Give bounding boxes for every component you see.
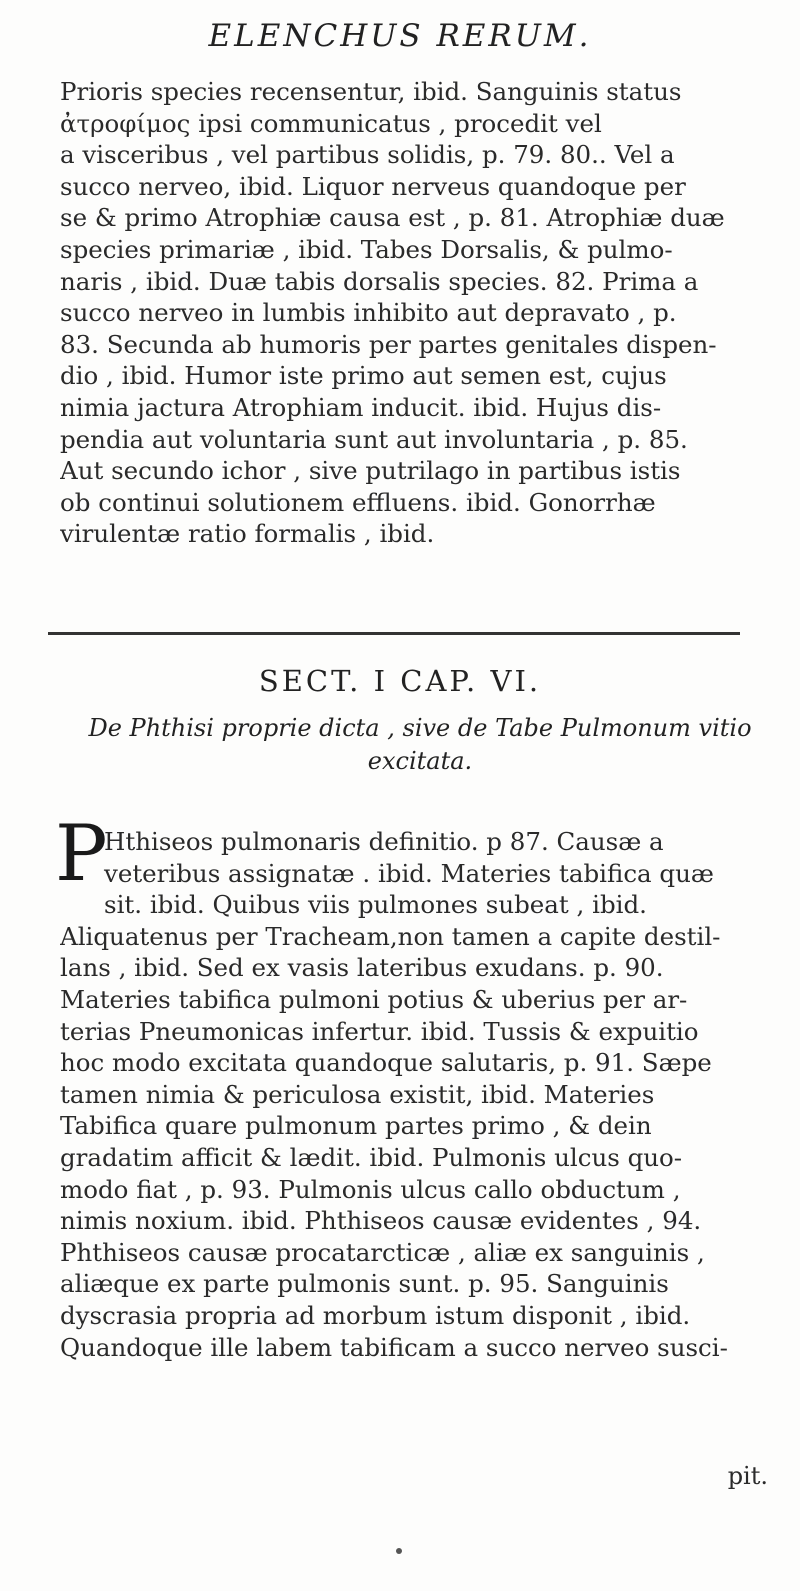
chapter-title-line: excitata. [367, 747, 473, 775]
catchword: pit. [727, 1462, 768, 1490]
text-line: Hthiseos pulmonaris definitio. p 87. Causæ a [104, 827, 664, 856]
text-line: modo fiat , p. 93. Pulmonis ulcus callo obductum , [60, 1174, 681, 1204]
text-line: Prioris species recensentur, ibid. Sanguinis status [60, 77, 682, 106]
text-line: dyscrasia propria ad morbum istum disponit , ibid. [60, 1300, 691, 1330]
text-line: dio , ibid. Humor iste primo aut semen est, cujus [60, 361, 667, 391]
text-line: terias Pneumonicas infertur. ibid. Tussis & expuitio [60, 1016, 699, 1046]
text-line: Aut secundo ichor , sive putrilago in partibus istis [60, 456, 681, 486]
text-line: gradatim afficit & lædit. ibid. Pulmonis ulcus quo- [60, 1142, 683, 1172]
text-line: lans , ibid. Sed ex vasis lateribus exudans. p. 90. [60, 953, 664, 983]
text-line: virulentæ ratio formalis , ibid. [60, 519, 435, 549]
text-line: ἀτροφίμος ipsi communicatus , procedit vel [60, 108, 602, 138]
section-divider [48, 632, 740, 635]
text-line: sit. ibid. Quibus viis pulmones subeat , ibid. [104, 890, 647, 920]
text-line: naris , ibid. Duæ tabis dorsalis species. 82. Prima a [60, 266, 699, 296]
text-line: 83. Secunda ab humoris per partes genitales dispen- [60, 329, 717, 359]
text-line: se & primo Atrophiæ causa est , p. 81. Atrophiæ duæ [60, 203, 725, 233]
running-head: ELENCHUS RERUM. [208, 18, 592, 54]
ink-speck [396, 1548, 402, 1554]
text-line: nimia jactura Atrophiam inducit. ibid. Hujus dis- [60, 392, 662, 422]
drop-cap: P [55, 809, 108, 899]
text-line: ob continui solutionem effluens. ibid. Gonorrhæ [60, 487, 656, 517]
text-line: aliæque ex parte pulmonis sunt. p. 95. Sanguinis [60, 1269, 669, 1299]
text-line: tamen nimia & periculosa existit, ibid. Materies [60, 1079, 655, 1109]
text-line: nimis noxium. ibid. Phthiseos causæ evidentes , 94. [60, 1206, 702, 1236]
text-line: Tabifica quare pulmonum partes primo , & dein [60, 1111, 652, 1141]
text-line: succo nerveo, ibid. Liquor nerveus quandoque per [60, 171, 686, 201]
chapter-title-line: De Phthisi proprie dicta , sive de Tabe Pulmonum vitio [88, 714, 752, 742]
index-paragraph-2 [60, 826, 780, 1363]
text-line: veteribus assignatæ . ibid. Materies tabifica quæ [104, 858, 714, 888]
text-line: succo nerveo in lumbis inhibito aut depravato , p. [60, 298, 677, 328]
text-line: Materies tabifica pulmoni potius & uberius per ar- [60, 984, 688, 1014]
index-paragraph-1 [60, 76, 780, 550]
text-line: Aliquatenus per Tracheam,non tamen a capite destil- [60, 921, 721, 951]
text-line: hoc modo excitata quandoque salutaris, p. 91. Sæpe [60, 1048, 712, 1078]
text-line: Quandoque ille labem tabificam a succo nerveo susci- [60, 1332, 728, 1362]
section-heading: SECT. I CAP. VI. [258, 664, 542, 698]
text-line: pendia aut voluntaria sunt aut involuntaria , p. 85. [60, 424, 688, 454]
text-line: a visceribus , vel partibus solidis, p. 79. 80.. Vel a [60, 140, 675, 170]
text-line: species primariæ , ibid. Tabes Dorsalis, & pulmo- [60, 234, 673, 264]
chapter-title [60, 712, 780, 778]
text-line: Phthiseos causæ procatarcticæ , aliæ ex sanguinis , [60, 1237, 705, 1267]
